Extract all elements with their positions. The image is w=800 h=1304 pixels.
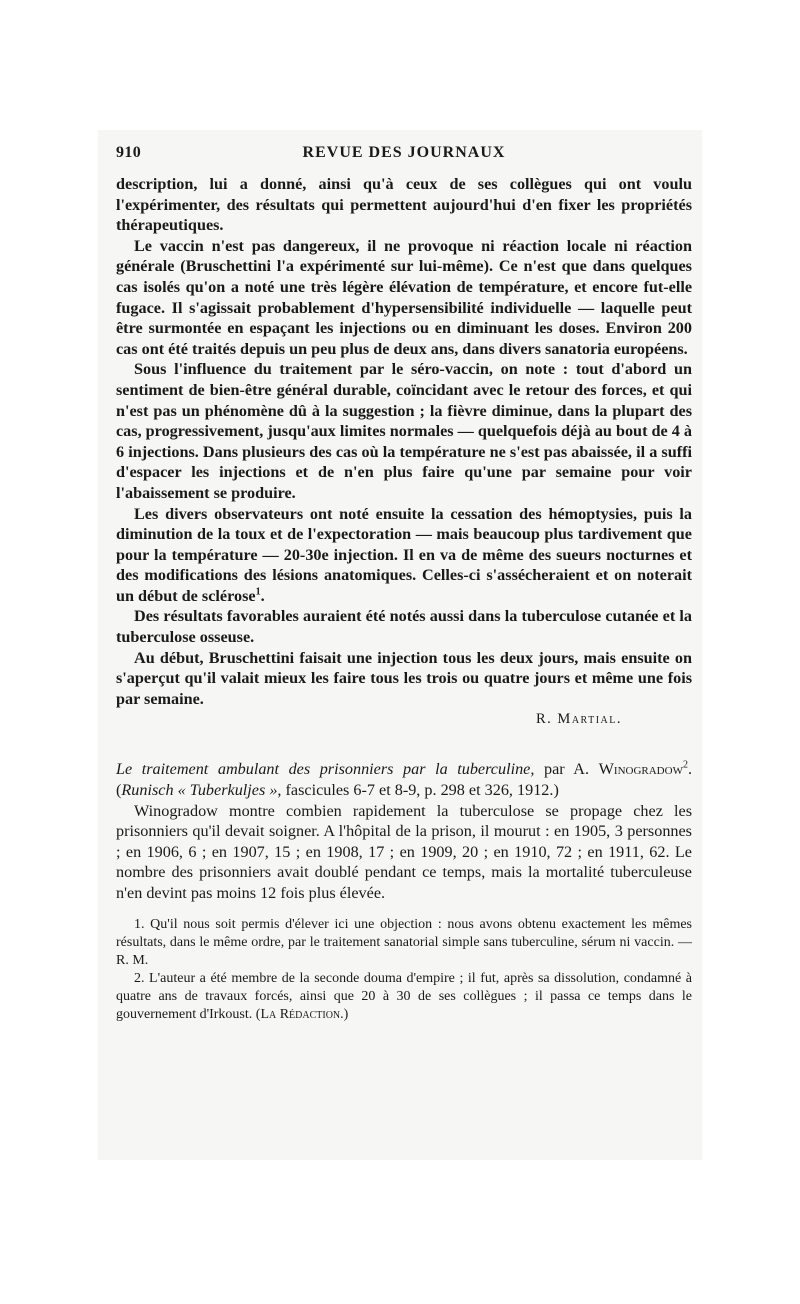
review-heading [116, 759, 692, 800]
running-title: REVUE DES JOURNAUX [302, 144, 506, 161]
footnotes [116, 916, 692, 1024]
review-source-open: . ( [116, 760, 692, 800]
review-body: Winogradow montre combien rapidement la tuberculose se propage chez les prisonniers qu'il devait soigner. A l'hôpital de la prison, il mourut : en 1905, 3 personnes ; en 1906, 6 ; en 1907, 15 ; en 1908, 17 ; en 1909, 20 ; en 1910, 72 ; en 1911, 62. Le nombre des prisonniers avait doublé pendant ce temps, mais la mortalité tuberculeuse n'en devint pas moins 12 fois plus élevée. [116, 801, 692, 902]
review-title: Le traitement ambulant des prisonniers par la tuberculine, [116, 760, 535, 779]
paragraph-vaccine-safety: Le vaccin n'est pas dangereux, il ne provoque ni réaction locale ni réaction générale (Bruschettini l'a expérimenté sur lui-même). Ce n'est que dans quelques cas isolés qu'on a noté une très légère élévation de température, et encore fut-elle fugace. Il s'agissait probablement d'hypersensibilité individuelle — laquelle peut être surmontée en espaçant les injections ou en diminuant les doses. Environ 200 cas ont été traités depuis un peu plus de deux ans, dans divers sanatoria européens. [116, 236, 692, 358]
review-by: par A. [534, 760, 599, 779]
observations-text: Les divers observateurs ont noté ensuite la cessation des hémoptysies, puis la diminution de la toux et de l'expectoration — mais beaucoup plus tardivement que pour la température — 20-30e injection. Il en va de même des sueurs nocturnes et des modifications des lésions anatomiques. Celles-ci s'assécheraient et on noterait un début de sclérose [116, 504, 692, 605]
footnote-2-signature: (La Rédaction.) [255, 1006, 349, 1022]
observations-end: . [260, 586, 265, 605]
footnote-1: 1. Qu'il nous soit permis d'élever ici une objection : nous avons obtenu exactement les mêmes résultats, dans le même ordre, par le traitement sanatorial simple sans tuberculine, sérum ni vaccin. — R. M. [116, 916, 692, 968]
paragraph-treatment-effects: Sous l'influence du traitement par le séro-vaccin, on note : tout d'abord un sentiment de bien-être général durable, coïncidant avec le retour des forces, et qui n'est pas un phénomène dû à la suggestion ; la fièvre diminue, dans la plupart des cas, progressivement, jusqu'aux limites normales — quelquefois déjà au bout de 4 à 6 injections. Dans plusieurs des cas où la température ne s'est pas abaissée, il a suffi d'espacer les injections et de n'en plus faire qu'une par semaine pour voir l'abaissement se produire. [116, 360, 692, 502]
paragraph-observations [116, 504, 692, 607]
paragraph-injection-schedule: Au début, Bruschettini faisait une injection tous les deux jours, mais ensuite on s'aperçut qu'il valait mieux les faire tous les trois ou quatre jours et même une fois par semaine. [116, 648, 692, 708]
review-journal: Runisch « Tuberkuljes » [121, 781, 278, 800]
page-content [116, 144, 692, 1024]
signature-martial: R. Martial. [536, 711, 622, 728]
footnote-ref-2[interactable]: 2 [682, 760, 688, 772]
page-number: 910 [116, 144, 142, 161]
page-scan [98, 130, 702, 1160]
footnote-2-text: 2. L'auteur a été membre de la seconde douma d'empire ; il fut, après sa dissolution, condamné à quatre ans de travaux forcés, ainsi que 20 à 30 de ses collègues ; il passa ce temps dans le gouvernement d'Irkoust. [116, 970, 692, 1022]
paragraph-skin-bone: Des résultats favorables auraient été notés aussi dans la tuberculose cutanée et la tuberculose osseuse. [116, 607, 692, 647]
review-author: Winogradow [598, 760, 683, 779]
running-head [116, 144, 692, 174]
paragraph-continuation: description, lui a donné, ainsi qu'à ceux de ses collègues qui ont voulu l'expérimenter, des résultats qui permettent aujourd'hui d'en fixer les propriétés thérapeutiques. [116, 175, 692, 235]
footnote-2 [116, 970, 692, 1024]
footnote-ref-1[interactable]: 1 [255, 586, 261, 598]
review-source-rest: , fascicules 6-7 et 8-9, p. 298 et 326, 1912.) [277, 781, 559, 800]
